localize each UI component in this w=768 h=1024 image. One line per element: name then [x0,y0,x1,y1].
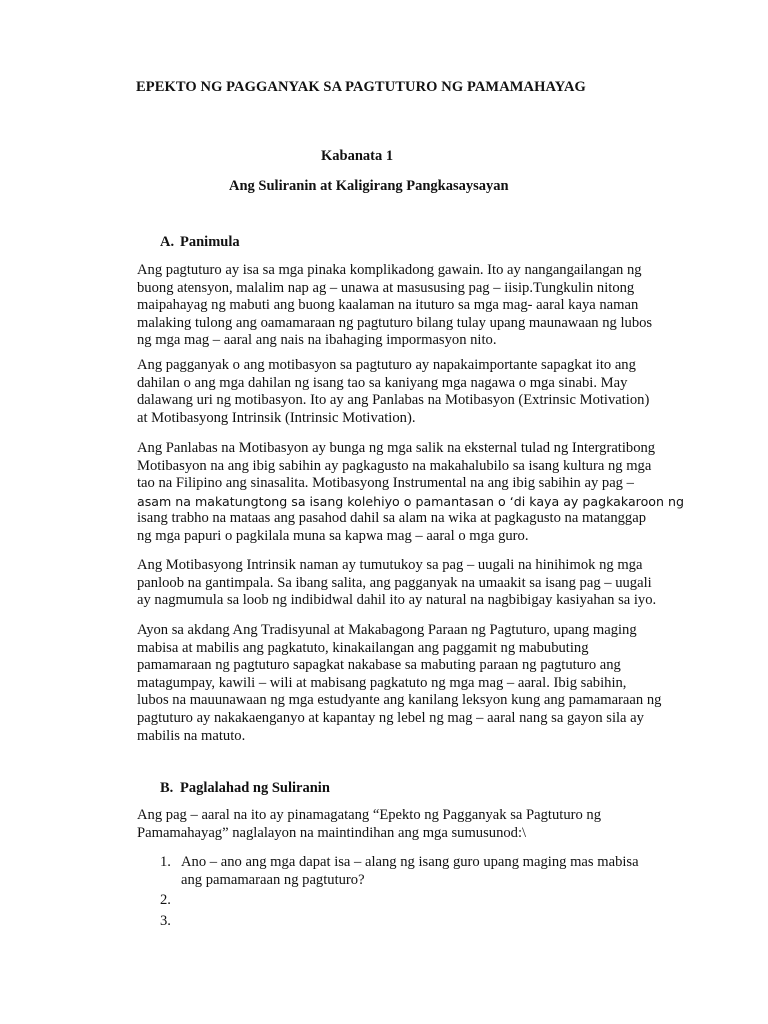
section-a-title: Panimula [180,234,240,250]
list-item-line: Ano – ano ang mga dapat isa – alang ng isang guro upang maging mas mabisa [181,854,639,870]
list-item [160,854,680,889]
paragraph-line: malaking tulong ang oamamaraan ng pagtuturo bilang tulay upang maunawaan ng lubos [137,314,653,331]
paragraph-line: mabisa at mabilis ang pagkatuto, kinakailangan ang paggamit ng mabubuting [137,639,589,656]
paragraph-line: Ang pagganyak o ang motibasyon sa pagtuturo ay napakaimportante sapagkat ito ang [137,357,636,373]
paragraph-line: Ang pagtuturo ay isa sa mga pinaka komplikadong gawain. Ito ay nangangailangan ng [137,262,642,278]
paragraph-line: dalawang uri ng motibasyon. Ito ay ang Panlabas na Motibasyon (Extrinsic Motivation) [137,392,650,409]
paragraph-line: lubos na mauunawaan ng mga estudyante ang kanilang leksyon kung ang pamamaraan ng [137,692,662,709]
paragraph-line: panloob na gantimpala. Sa ibang salita, ang pagganyak na umaakit sa isang pag – uugali [137,574,652,591]
paragraph-line: tao na Filipino ang sinasalita. Motibasyong Instrumental na ang ibig sabihin ay pag – [137,475,634,492]
paragraph-panimula-4 [137,557,682,610]
section-b-title: Paglalahad ng Suliranin [180,780,330,796]
paragraph-line: maipahayag ng mabuti ang buong kaalaman na ituturo sa mga mag- aaral kaya naman [137,297,639,314]
list-item-line [181,913,680,931]
paragraph-line: matagumpay, kawili – wili at mabisang pagkatuto ng mga mag – aaral. Ibig sabihin, [137,674,627,691]
paragraph-line: isang trabho na mataas ang pasahod dahil sa alam na wika at pagkagusto na matanggap [137,510,646,527]
paragraph-panimula-3 [137,440,682,546]
paragraph-line: Pamamahayag” naglalayon na maintindihan ang mga sumusunod:\ [137,824,527,841]
chapter-heading: Kabanata 1 [321,148,394,164]
paragraph-line: mabilis na matuto. [137,727,246,744]
paragraph-line: Ang Motibasyong Intrinsik naman ay tumutukoy sa pag – uugali na hinihimok ng mga [137,557,643,573]
paragraph-line: at Motibasyong Intrinsik (Intrinsic Motivation). [137,409,416,426]
section-a-letter: A. [160,234,175,250]
paragraph-line: Ang Panlabas na Motibasyon ay bunga ng mga salik na eksternal tulad ng Intergratibong [137,440,656,456]
list-item-number: 2. [160,892,171,909]
section-a-heading [160,234,240,251]
paragraph-panimula-1 [137,262,682,350]
paragraph-line: dahilan o ang mga dahilan ng isang tao sa kaniyang mga nagawa o mga sinabi. May [137,374,628,391]
paragraph-line: ay nagmumula sa loob ng indibidwal dahil ito ay natural na nagbibigay kasiyahan sa iyo. [137,592,657,609]
paragraph-line: asam na makatungtong sa isang kolehiyo o pamantasan o ‘di kaya ay pagkakaroon ng [137,493,684,509]
document-title: EPEKTO NG PAGGANYAK SA PAGTUTURO NG PAMAMAHAYAG [136,79,586,95]
list-item-line: ang pamamaraan ng pagtuturo? [181,871,365,888]
list-item-number: 1. [160,854,171,870]
list-item [160,913,680,931]
paragraph-line: ng mga papuri o pagkilala muna sa kapwa mag – aaral o mga guro. [137,527,529,544]
paragraph-line: pamamaraan ng pagtuturo sapagkat nakabase sa mabuting paraan ng pagtuturo ang [137,657,621,674]
paragraph-line: buong atensyon, malalim nap ag – unawa at masususing pag – iisip.Tungkulin nitong [137,279,635,296]
list-item [160,892,680,910]
paragraph-panimula-2 [137,357,682,427]
paragraph-line: ng mga mag – aaral ang nais na ibahaging impormasyon nito. [137,332,497,349]
paragraph-line: pagtuturo ay nakakaenganyo at kapantay ng lebel ng mag – aaral nang sa gayon sila ay [137,709,644,726]
paragraph-line: Motibasyon na ang ibig sabihin ay pagkagusto na makahalubilo sa isang kultura ng mga [137,457,652,474]
section-b-heading [160,780,330,797]
list-item-number: 3. [160,912,171,929]
paragraph-suliranin-intro [137,807,682,842]
paragraph-line: Ang pag – aaral na ito ay pinamagatang “Epekto ng Pagganyak sa Pagtuturo ng [137,807,602,823]
questions-list [160,854,680,933]
paragraph-panimula-5 [137,622,682,745]
list-item-line [181,892,680,910]
chapter-subtitle: Ang Suliranin at Kaligirang Pangkasaysayan [229,178,509,194]
section-b-letter: B. [160,780,174,796]
paragraph-line: Ayon sa akdang Ang Tradisyunal at Makabagong Paraan ng Pagtuturo, upang maging [137,622,637,638]
